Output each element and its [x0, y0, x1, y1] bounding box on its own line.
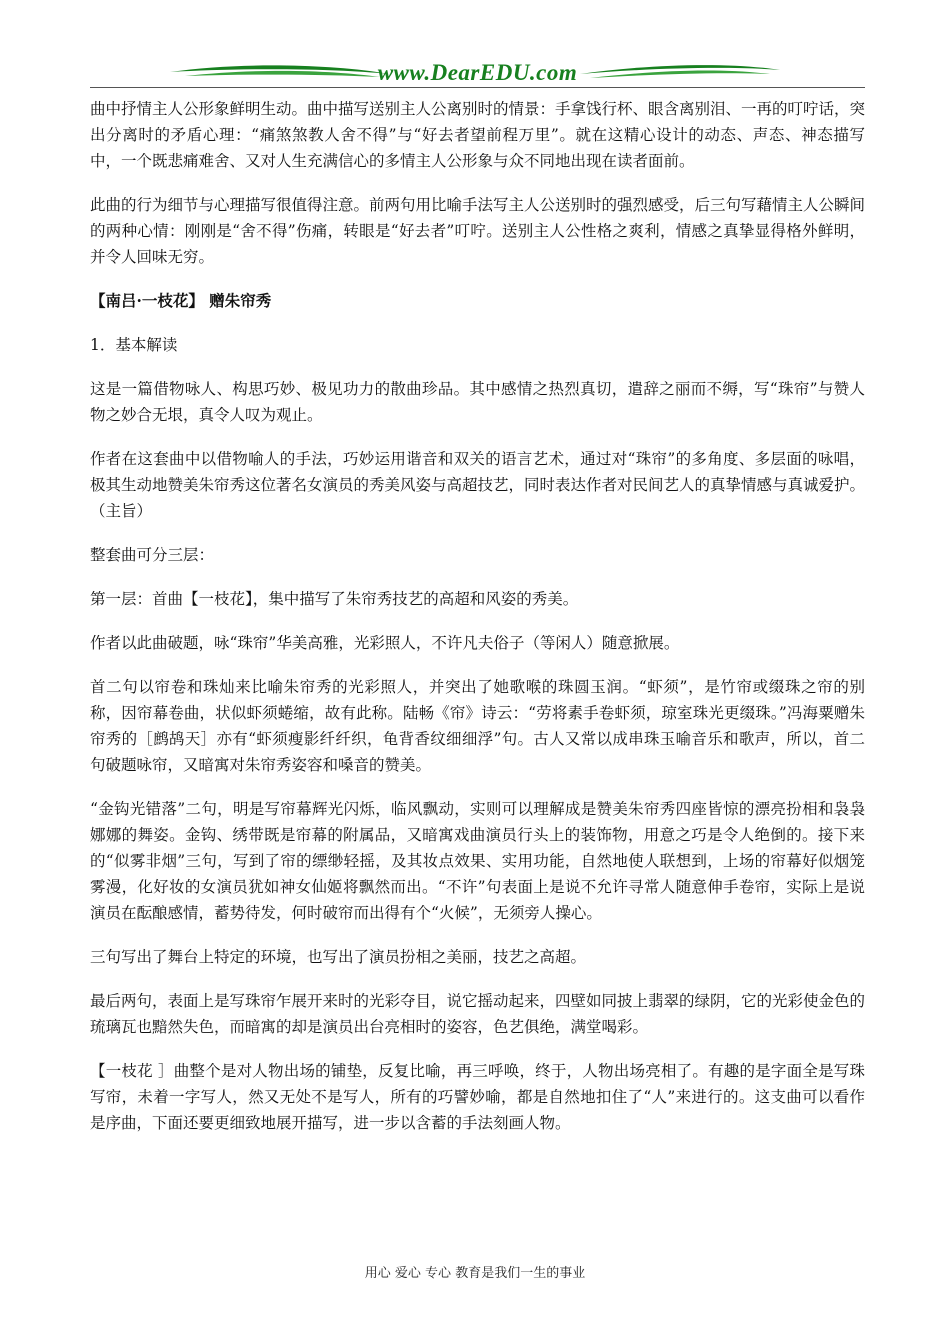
- paragraph: 三句写出了舞台上特定的环境，也写出了演员扮相之美丽，技艺之高超。: [90, 948, 587, 966]
- document-body: [90, 96, 865, 1154]
- paragraph: 作者在这套曲中以借物喻人的手法，巧妙运用谐音和双关的语言艺术，通过对“珠帘”的多角度、多层面的咏唱，极其生动地赞美朱帘秀这位著名女演员的秀美风姿与高超技艺，同时表达作者对民间艺人的真挚情感与真诚爱护。（主旨）: [90, 450, 866, 520]
- paragraph: 这是一篇借物咏人、构思巧妙、极见功力的散曲珍品。其中感情之热烈真切，遣辞之丽而不缛，写“珠帘”与赞人物之妙合无垠，真令人叹为观止。: [90, 380, 865, 424]
- header-divider: [90, 87, 865, 88]
- paragraph: 此曲的行为细节与心理描写很值得注意。前两句用比喻手法写主人公送别时的强烈感受，后三句写藉情主人公瞬间的两种心情：刚刚是“舍不得”伤痛，转眼是“好去者”叮咛。送别主人公性格之爽利，情感之真挚显得格外鲜明，并令人回味无穷。: [90, 196, 866, 266]
- site-logo: www.DearEDU.com: [377, 60, 578, 85]
- paragraph: 曲中抒情主人公形象鲜明生动。曲中描写送别主人公离别时的情景：手拿饯行杯、眼含离别泪、一再的叮咛话，突出分离时的矛盾心理：“痛煞煞教人舍不得”与“好去者望前程万里”。就在这精心设计的动态、声态、神态描写中，一个既悲痛难舍、又对人生充满信心的多情主人公形象与众不同地出现在读者面前。: [90, 100, 866, 170]
- section-heading: 【南吕·一枝花】 赠朱帘秀: [90, 291, 272, 310]
- paragraph: 整套曲可分三层：: [90, 546, 215, 564]
- paragraph: 【一枝花 ］曲整个是对人物出场的铺垫，反复比喻，再三呼唤，终于，人物出场亮相了。有趣的是字面全是写珠写帘，未着一字写人，然又无处不是写人，所有的巧譬妙喻，都是自然地扣住了“人”来进行的。这支曲可以看作是序曲，下面还要更细致地展开描写，进一步以含蓄的手法刻画人物。: [90, 1062, 865, 1132]
- page-header: [90, 52, 865, 92]
- paragraph: 第一层：首曲【一枝花】，集中描写了朱帘秀技艺的高超和风姿的秀美。: [90, 590, 579, 608]
- paragraph: 最后两句，表面上是写珠帘乍展开来时的光彩夺目，说它摇动起来，四壁如同披上翡翠的绿阴，它的光彩使金色的琉璃瓦也黯然失色，而暗寓的却是演员出台亮相时的姿容，色艺俱绝，满堂喝彩。: [90, 992, 866, 1036]
- subheading: 1．基本解读: [90, 336, 178, 354]
- paragraph: “金钩光错落”二句，明是写帘幕辉光闪烁，临风飘动，实则可以理解成是赞美朱帘秀四座皆惊的漂亮扮相和袅袅娜娜的舞姿。金钩、绣带既是帘幕的附属品，又暗寓戏曲演员行头上的装饰物，用意之巧是令人绝倒的。接下来的“似雾非烟”三句，写到了帘的缥缈轻摇，及其妆点效果、实用功能，自然地使人联想到，上场的帘幕好似烟笼雾漫，化好妆的女演员犹如神女仙姬将飘然而出。“不许”句表面上是说不允许寻常人随意伸手卷帘，实际上是说演员在酝酿感情，蓄势待发，何时破帘而出得有个“火候”，无须旁人操心。: [90, 800, 865, 922]
- paragraph: 作者以此曲破题，咏“珠帘”华美高雅，光彩照人，不许凡夫俗子（等闲人）随意掀展。: [90, 634, 680, 652]
- paragraph: 首二句以帘卷和珠灿来比喻朱帘秀的光彩照人，并突出了她歌喉的珠圆玉润。“虾须”，是竹帘或缀珠之帘的别称，因帘幕卷曲，状似虾须蜷缩，故有此称。陆畅《帘》诗云：“劳将素手卷虾须，琼室珠光更缀珠。”冯海粟赠朱帘秀的［鹧鸪天］亦有“虾须瘦影纤纤织，龟背香纹细细浮”句。古人又常以成串珠玉喻音乐和歌声，所以，首二句破题咏帘，又暗寓对朱帘秀姿容和嗓音的赞美。: [90, 678, 865, 774]
- page-footer: 用心 爱心 专心 教育是我们一生的事业: [364, 1266, 586, 1281]
